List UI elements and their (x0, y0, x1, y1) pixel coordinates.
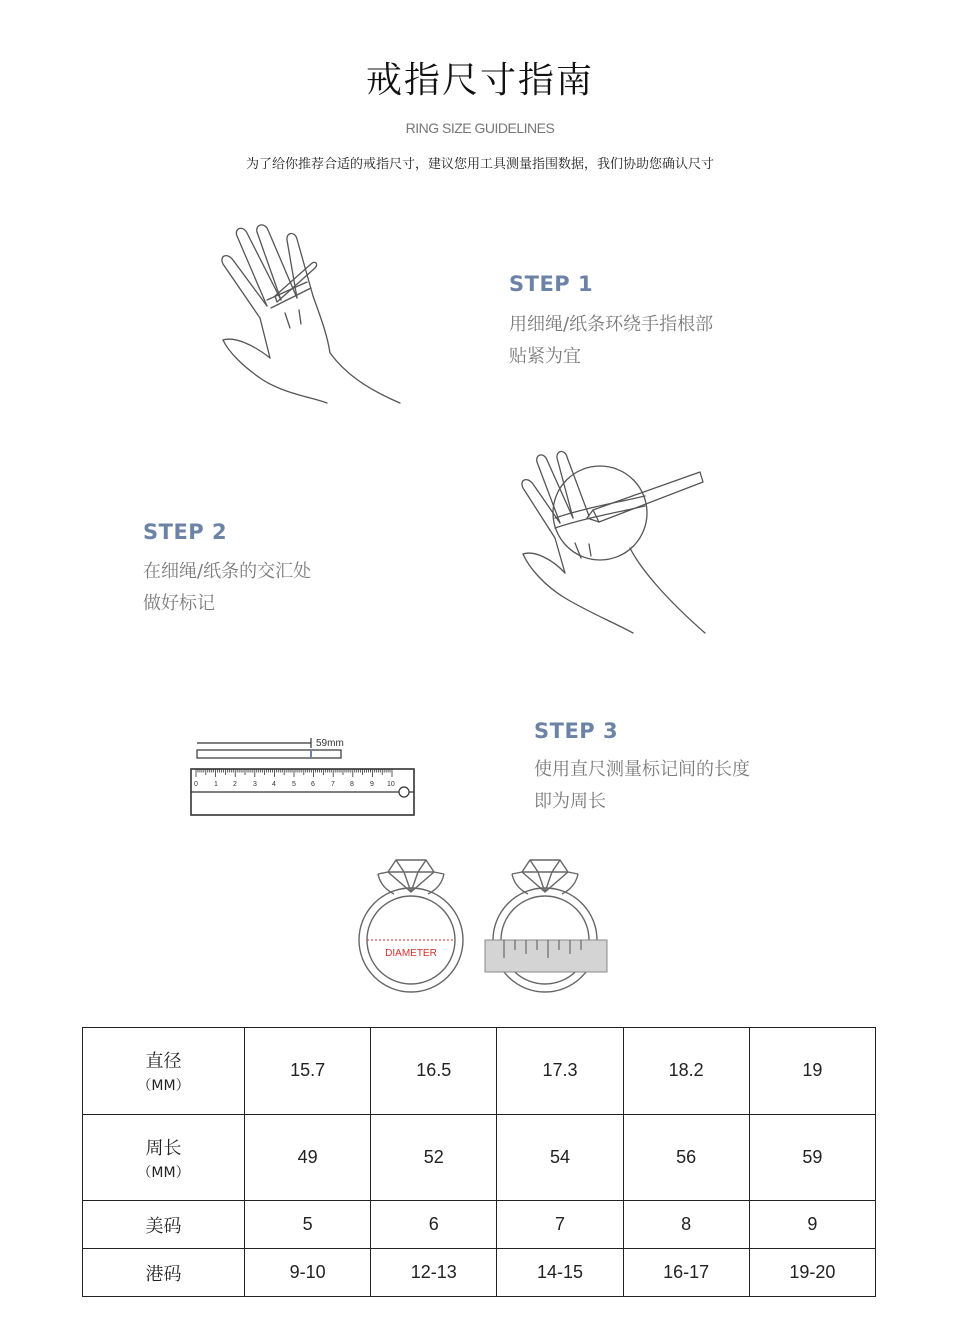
ruler-tick-label: 0 (194, 781, 198, 788)
ruler-tick-label: 4 (272, 781, 276, 788)
table-cell: 19-20 (749, 1249, 875, 1297)
ring-size-table (82, 1027, 876, 1297)
table-cell: 56 (623, 1114, 749, 1201)
table-cell: 14-15 (497, 1249, 623, 1297)
table-cell: 17.3 (497, 1028, 623, 1115)
ruler-tick-label: 1 (214, 781, 218, 788)
strip-length-label: 59mm (316, 738, 344, 749)
table-cell: 16-17 (623, 1249, 749, 1297)
table-cell: 19 (749, 1028, 875, 1115)
ruler-tick-label: 8 (350, 781, 354, 788)
row-header-diameter (83, 1028, 245, 1115)
row-header-circumference (83, 1114, 245, 1201)
row-label: 直径 (145, 1050, 182, 1072)
diameter-label: DIAMETER (385, 948, 437, 959)
table-cell: 12-13 (371, 1249, 497, 1297)
page-subtitle: RING SIZE GUIDELINES (405, 120, 555, 136)
table-cell: 15.7 (245, 1028, 371, 1115)
table-row (83, 1249, 876, 1297)
ruler-tick-label: 2 (233, 781, 237, 788)
table-cell: 6 (371, 1201, 497, 1249)
row-label: 美码 (145, 1215, 182, 1237)
table-row (83, 1028, 876, 1115)
ruler-tick-label: 9 (370, 781, 374, 788)
step-1-title: STEP 1 (509, 272, 594, 296)
ring-diameter-diagram (352, 852, 470, 994)
table-cell: 9-10 (245, 1249, 371, 1297)
step-2-line-1: 在细绳/纸条的交汇处 (143, 561, 312, 582)
step-2-title: STEP 2 (143, 520, 228, 544)
page-title: 戒指尺寸指南 (365, 60, 594, 101)
ruler-tick-label: 3 (253, 781, 257, 788)
ruler-tick-label: 10 (387, 781, 395, 788)
table-cell: 54 (497, 1114, 623, 1201)
table-row (83, 1114, 876, 1201)
step-1-line-1: 用细绳/纸条环绕手指根部 (509, 314, 714, 335)
hand-pen-illustration (515, 448, 715, 638)
row-header-us-size (83, 1201, 245, 1249)
table-cell: 8 (623, 1201, 749, 1249)
step-1-line-2: 贴紧为宜 (509, 346, 581, 367)
table-cell: 49 (245, 1114, 371, 1201)
table-cell: 5 (245, 1201, 371, 1249)
table-cell: 59 (749, 1114, 875, 1201)
ring-ruler-diagram (484, 852, 608, 994)
table-cell: 18.2 (623, 1028, 749, 1115)
ruler-illustration (188, 735, 420, 820)
table-cell: 16.5 (371, 1028, 497, 1115)
row-label: 港码 (145, 1263, 182, 1285)
step-3-line-1: 使用直尺测量标记间的长度 (534, 759, 750, 780)
hand-string-illustration (215, 218, 415, 408)
table-cell: 52 (371, 1114, 497, 1201)
step-2-line-2: 做好标记 (143, 593, 215, 614)
table-cell: 9 (749, 1201, 875, 1249)
ruler-tick-label: 7 (331, 781, 335, 788)
table-row (83, 1201, 876, 1249)
step-3-title: STEP 3 (534, 719, 619, 743)
table-cell: 7 (497, 1201, 623, 1249)
ruler-tick-label: 6 (311, 781, 315, 788)
row-header-hk-size (83, 1249, 245, 1297)
ruler-tick-label: 5 (292, 781, 296, 788)
row-unit: （MM） (137, 1077, 190, 1094)
row-label: 周长 (145, 1137, 182, 1159)
intro-text: 为了给你推荐合适的戒指尺寸，建议您用工具测量指围数据，我们协助您确认尺寸 (245, 157, 714, 172)
row-unit: （MM） (137, 1164, 190, 1181)
step-3-line-2: 即为周长 (534, 791, 606, 812)
